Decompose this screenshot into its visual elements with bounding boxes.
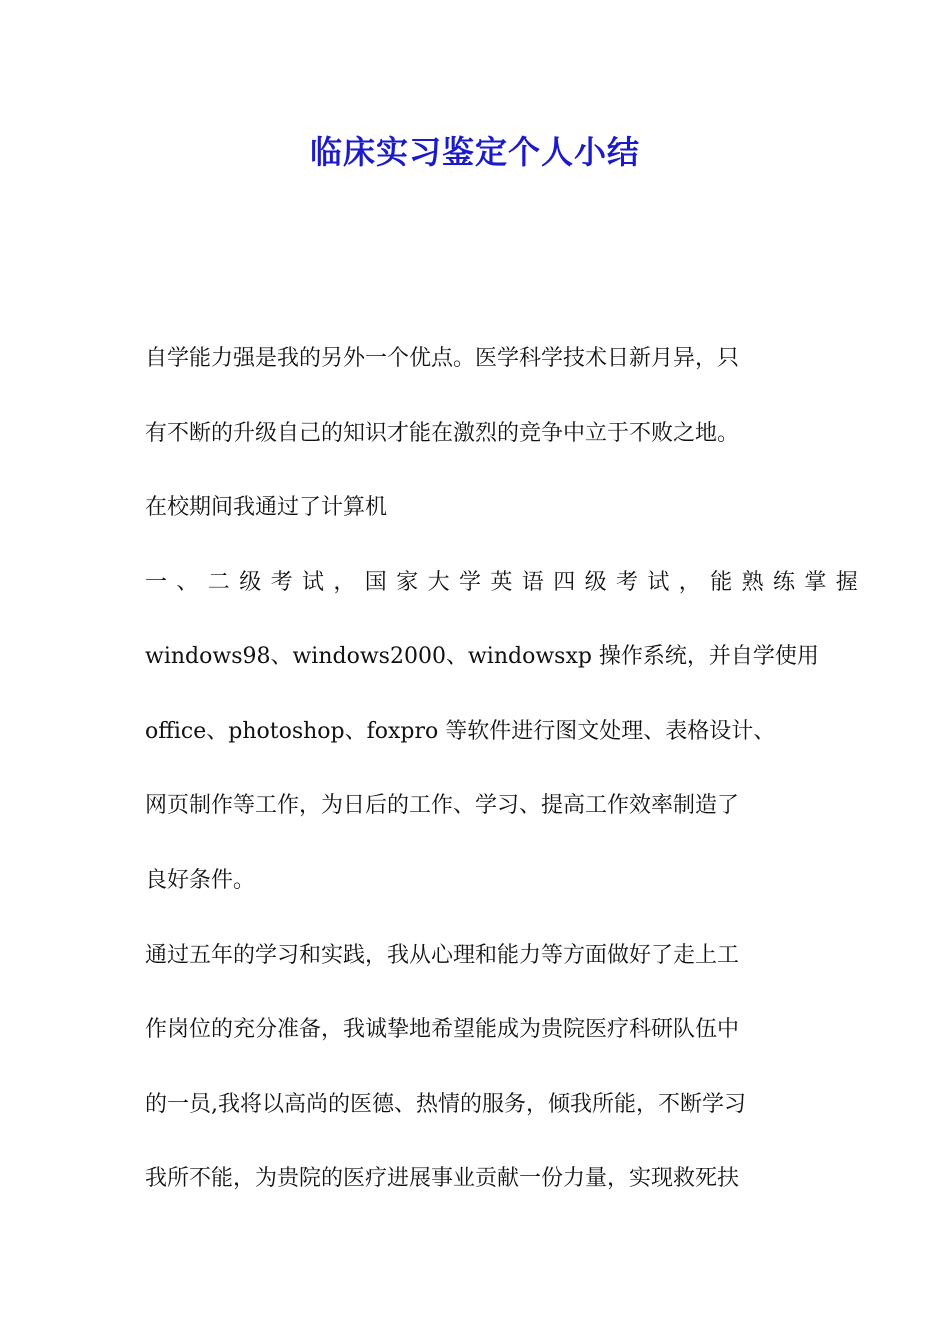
body-line-6: office、photoshop、foxpro 等软件进行图文处理、表格设计、 — [145, 719, 776, 744]
body-line-10: 作岗位的充分准备，我诚挚地希望能成为贵院医疗科研队伍中 — [145, 1017, 740, 1042]
body-line-5: windows98、windows2000、windowsxp 操作系统，并自学使用 — [145, 644, 819, 669]
body-line-9: 通过五年的学习和实践，我从心理和能力等方面做好了走上工 — [145, 943, 740, 968]
body-line-12: 我所不能，为贵院的医疗进展事业贡献一份力量，实现救死扶 — [145, 1166, 740, 1191]
document-title: 临床实习鉴定个人小结 — [309, 133, 640, 171]
body-line-7: 网页制作等工作，为日后的工作、学习、提高工作效率制造了 — [145, 793, 740, 818]
body-line-3: 在校期间我通过了计算机 — [145, 495, 388, 520]
body-line-11: 的一员,我将以高尚的医德、热情的服务，倾我所能，不断学习 — [145, 1092, 746, 1117]
body-line-1: 自学能力强是我的另外一个优点。医学科学技术日新月异，只 — [145, 346, 740, 371]
body-line-4: 一、二级考试，国家大学英语四级考试，能熟练掌握 — [145, 570, 868, 595]
body-line-8: 良好条件。 — [145, 868, 256, 893]
body-line-2: 有不断的升级自己的知识才能在激烈的竞争中立于不败之地。 — [145, 421, 740, 446]
